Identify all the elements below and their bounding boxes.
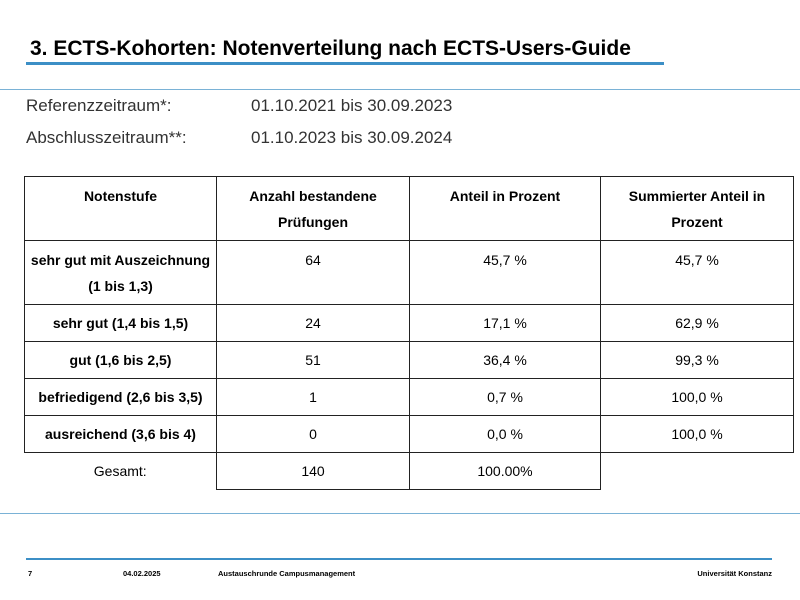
page-title: 3. ECTS-Kohorten: Notenverteilung nach ECTS-Users-Guide [30, 37, 631, 60]
title-underline [26, 62, 664, 65]
total-row [25, 453, 794, 490]
share-cell: 17,1 % [410, 305, 601, 342]
table-header-row [25, 177, 794, 241]
share-cell: 0,0 % [410, 416, 601, 453]
table-row [25, 342, 794, 379]
graduation-period [26, 128, 452, 148]
cumulative-cell: 62,9 % [601, 305, 794, 342]
table-row [25, 416, 794, 453]
column-header-grade: Notenstufe [25, 177, 217, 241]
table-row [25, 379, 794, 416]
graduation-period-value: 01.10.2023 bis 30.09.2024 [251, 128, 453, 147]
table-row [25, 241, 794, 305]
page-number: 7 [28, 569, 33, 578]
count-cell: 1 [217, 379, 410, 416]
share-cell: 0,7 % [410, 379, 601, 416]
count-cell: 64 [217, 241, 410, 305]
total-empty-cell [601, 453, 794, 490]
total-share: 100.00% [410, 453, 601, 490]
footer-date: 04.02.2025 [123, 569, 161, 578]
share-cell: 45,7 % [410, 241, 601, 305]
header-divider [0, 89, 800, 90]
grade-distribution-table [24, 176, 794, 490]
footer-event: Austauschrunde Campusmanagement [218, 569, 356, 578]
column-header-count: Anzahl bestandene Prüfungen [217, 177, 410, 241]
grade-cell: ausreichend (3,6 bis 4) [25, 416, 217, 453]
cumulative-cell: 100,0 % [601, 379, 794, 416]
cumulative-cell: 45,7 % [601, 241, 794, 305]
footer-institution: Universität Konstanz [697, 569, 772, 578]
total-count: 140 [217, 453, 410, 490]
content-divider [0, 513, 800, 514]
table-row [25, 305, 794, 342]
reference-period-label: Referenzzeitraum*: [26, 96, 172, 115]
total-label: Gesamt: [25, 453, 217, 490]
count-cell: 24 [217, 305, 410, 342]
share-cell: 36,4 % [410, 342, 601, 379]
cumulative-cell: 100,0 % [601, 416, 794, 453]
footer-rule [26, 558, 772, 560]
graduation-period-label: Abschlusszeitraum**: [26, 128, 187, 147]
column-header-cumulative: Summierter Anteil in Prozent [601, 177, 794, 241]
count-cell: 51 [217, 342, 410, 379]
reference-period-value: 01.10.2021 bis 30.09.2023 [251, 96, 453, 115]
grade-cell: gut (1,6 bis 2,5) [25, 342, 217, 379]
grade-cell: sehr gut (1,4 bis 1,5) [25, 305, 217, 342]
grade-cell: sehr gut mit Auszeichnung (1 bis 1,3) [25, 241, 217, 305]
column-header-share: Anteil in Prozent [410, 177, 601, 241]
reference-period [26, 96, 452, 116]
count-cell: 0 [217, 416, 410, 453]
cumulative-cell: 99,3 % [601, 342, 794, 379]
grade-cell: befriedigend (2,6 bis 3,5) [25, 379, 217, 416]
